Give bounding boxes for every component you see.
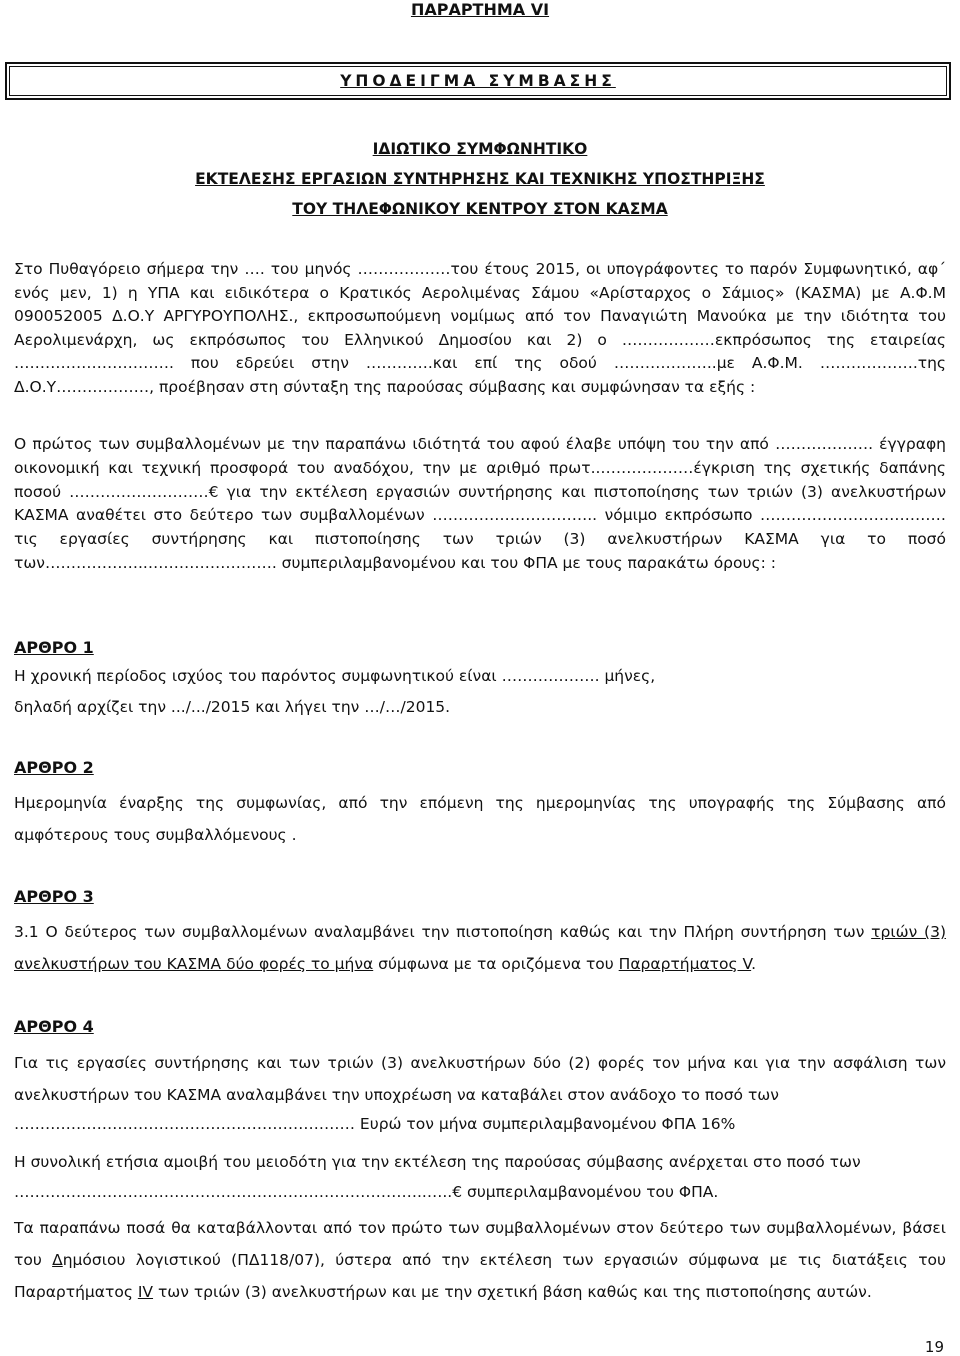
article-2-title: ΑΡΘΡΟ 2 <box>14 758 94 777</box>
heading-private-agreement: ΙΔΙΩΤΙΚΟ ΣΥΜΦΩΝΗΤΙΚΟ <box>372 140 588 158</box>
article-4-p3-underlined-d: Δ <box>52 1251 63 1269</box>
article-3-text-b: σύμφωνα με τα οριζόμενα του <box>373 955 619 973</box>
article-1-line-1: Η χρονική περίοδος ισχύος του παρόντος συμφωνητικού είναι ………………. μήνες, <box>14 667 656 685</box>
article-3-appendix-ref: Παραρτήματος V <box>618 955 752 973</box>
page-number: 19 <box>924 1338 944 1356</box>
article-4-p3-c: των τριών (3) ανελκυστήρων και με την σχετική βάση καθώς και της πιστοποίησης αυτών. <box>153 1283 872 1301</box>
article-3-underlined-elevators: τριών (3) ανελκυστήρων του ΚΑΣΜΑ δύο φορές το μήνα <box>14 923 946 973</box>
contract-template-title-box <box>5 62 951 100</box>
article-4-monthly-amount: ………………………………………………………… Ευρώ τον μήνα συμπεριλαμβανομένου ΦΠΑ 16% <box>14 1115 736 1133</box>
article-4-p3-b: ημόσιου λογιστικού (ΠΔ118/07), ύστερα από την εκτέλεση των εργασιών σύμφωνα με τις διατάξεις του Παραρτήματος <box>14 1251 946 1301</box>
article-4-paragraph-2: Η συνολική ετήσια αμοιβή του μειοδότη για την εκτέλεση της παρούσας σύμβασης ανέρχεται στο ποσό των <box>14 1153 861 1171</box>
article-3-text <box>14 916 946 980</box>
article-4-title: ΑΡΘΡΟ 4 <box>14 1017 94 1036</box>
assignment-paragraph: Ο πρώτος των συμβαλλομένων με την παραπάνω ιδιότητά του αφού έλαβε υπόψη του την από ………………. έγγραφη οικονομική και τεχνική προσφορά του αναδόχου, την με αριθμό πρωτ..………………έγκριση της σχετικής δαπάνης ποσού ………………………€ για την εκτέλεση εργασιών συντήρησης και πιστοποίησης των τριών (3) ανελκυστήρων ΚΑΣΜΑ αναθέτει στο δεύτερο των συμβαλλομένων ………………………….. νόμιμο εκπρόσωπο ………………………………τις εργασίες συντήρησης και πιστοποίησης των τριών (3) ανελκυστήρων ΚΑΣΜΑ για το ποσό των………………..……………………. συμπεριλαμβανομένου και του ΦΠΑ με τους παρακάτω όρους: : <box>14 435 946 572</box>
article-4-p3-appendix-ref: IV <box>137 1283 154 1301</box>
intro-paragraph: Στο Πυθαγόρειο σήμερα την …. του μηνός ………………του έτους 2015, οι υπογράφοντες το παρόν Συμφωνητικό, αφ΄ ενός μεν, 1) η ΥΠΑ και ειδικότερα ο Κρατικός Αερολιμένας Σάμου «Αρίσταρχος ο Σάμιος» (ΚΑΣΜΑ) με Α.Φ.Μ 090052005 Δ.Ο.Υ ΑΡΓΥΡΟΥΠΟΛΗΣ., εκπροσωπούμενη νομίμως από τον Παναγιώτη Μανούκα με την ιδιότητα του Αερολιμενάρχη, ως εκπρόσωπος του Ελληνικού Δημοσίου και 2) ο ………………εκπρόσωπος της εταιρείας …………………………. που εδρεύει στην ………….και επί της οδού ………………..με Α.Φ.Μ. ……………….της Δ.Ο.Υ………………, προέβησαν στη σύνταξη της παρούσας σύμβασης και συμφώνησαν τα εξής : <box>14 260 946 396</box>
heading-telephone-center: ΤΟΥ ΤΗΛΕΦΩΝΙΚΟΥ ΚΕΝΤΡΟΥ ΣΤΟΝ ΚΑΣΜΑ <box>292 200 668 218</box>
appendix-title: ΠΑΡΑΡΤΗΜΑ VI <box>410 0 550 19</box>
article-4-p3-a: Τα παραπάνω ποσά θα καταβάλλονται από τον πρώτο των συμβαλλομένων στον δεύτερο των συμβαλλομένων, βάσει του <box>14 1219 946 1269</box>
article-2-text: Ημερομηνία έναρξης της συμφωνίας, από την επόμενη της ημερομηνίας της υπογραφής της Σύμβασης από αμφότερους τους συμβαλλόμενους . <box>14 794 946 844</box>
article-3-text-a: 3.1 Ο δεύτερος των συμβαλλομένων αναλαμβάνει την πιστοποίηση καθώς και την Πλήρη συντήρηση των <box>14 923 872 941</box>
heading-maintenance-works: ΕΚΤΕΛΕΣΗΣ ΕΡΓΑΣΙΩΝ ΣΥΝΤΗΡΗΣΗΣ ΚΑΙ ΤΕΧΝΙΚΗΣ ΥΠΟΣΤΗΡΙΞΗΣ <box>195 170 765 188</box>
contract-template-title: ΥΠΟΔΕΙΓΜΑ ΣΥΜΒΑΣΗΣ <box>340 72 616 90</box>
article-1-title: ΑΡΘΡΟ 1 <box>14 638 94 657</box>
article-3-text-c: . <box>751 955 757 973</box>
article-1-line-2: δηλαδή αρχίζει την .../.../2015 και λήγει την …/…/2015. <box>14 698 451 716</box>
article-4-annual-amount: ……………………………………………………………………..…..€ συμπεριλαμβανομένου του ΦΠΑ. <box>14 1183 719 1201</box>
article-4-paragraph-3 <box>14 1212 946 1308</box>
article-3-title: ΑΡΘΡΟ 3 <box>14 887 94 906</box>
article-4-paragraph-1: Για τις εργασίες συντήρησης και των τριών (3) ανελκυστήρων δύο (2) φορές τον μήνα και για την ασφάλιση των ανελκυστήρων του ΚΑΣΜΑ αναλαμβάνει την υποχρέωση να καταβάλει στον ανάδοχο το ποσό των <box>14 1054 946 1104</box>
